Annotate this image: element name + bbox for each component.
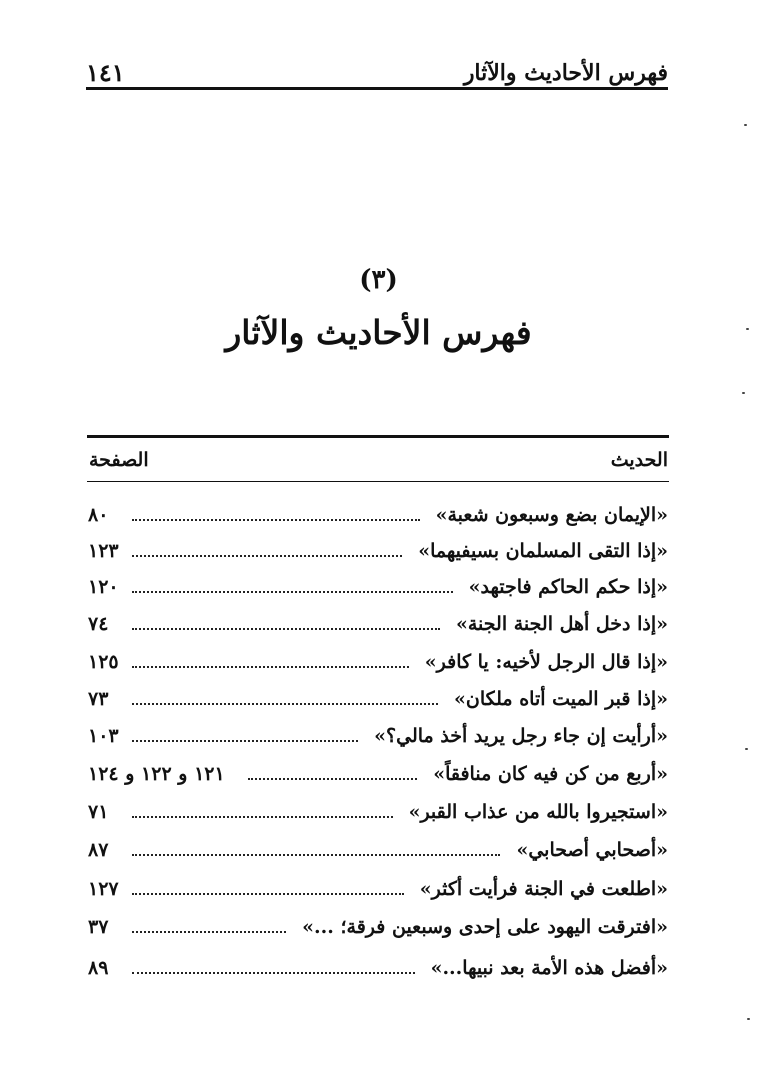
scan-speck (742, 392, 745, 394)
dot-leader (132, 628, 440, 630)
entry-page: ٧١ (88, 801, 109, 823)
scan-speck (746, 328, 749, 330)
entry-page: ١٢٥ (88, 651, 119, 673)
dot-leader (132, 931, 286, 933)
entry-text: «إذا قال الرجل لأخيه: يا كافر» (424, 651, 668, 673)
column-header-page: الصفحة (89, 449, 149, 471)
dot-leader (132, 555, 402, 557)
dot-leader (132, 519, 420, 521)
entry-page: ١٢٠ (88, 576, 119, 598)
entry-page: ١٢١ و ١٢٢ و ١٢٤ (88, 763, 225, 785)
index-entry (88, 572, 668, 602)
entry-text: «الإيمان بضع وسبعون شعبة» (435, 504, 668, 526)
index-entry (88, 609, 668, 639)
entry-page: ٧٣ (88, 688, 109, 710)
scan-speck (744, 124, 747, 126)
dot-leader (132, 666, 409, 668)
entry-text: «أصحابي أصحابي» (516, 839, 668, 861)
entry-text: «إذا التقى المسلمان بسيفيهما» (418, 540, 668, 562)
entry-page: ١٢٣ (88, 540, 119, 562)
scan-speck (747, 1018, 750, 1020)
entry-text: «استجيروا بالله من عذاب القبر» (408, 801, 668, 823)
index-entry (88, 500, 668, 530)
entry-page: ٨٩ (88, 957, 109, 979)
table-top-rule (87, 435, 669, 438)
entry-page: ٨٧ (88, 839, 109, 861)
index-entry (88, 835, 668, 865)
entry-text: «إذا قبر الميت أتاه ملكان» (454, 688, 668, 710)
index-entry (88, 953, 668, 983)
index-entry (88, 721, 668, 751)
index-entry (88, 536, 668, 566)
column-header-hadith: الحديث (610, 449, 668, 471)
entry-text: «أرأيت إن جاء رجل يريد أخذ مالي؟» (374, 725, 668, 747)
dot-leader (132, 816, 393, 818)
index-entry (88, 874, 668, 904)
table-header-rule (87, 481, 669, 482)
running-header-title: فهرس الأحاديث والآثار (463, 60, 668, 86)
index-entry (88, 912, 668, 942)
index-entry (88, 797, 668, 827)
chapter-title: فهرس الأحاديث والآثار (225, 313, 532, 352)
entry-text: «افترقت اليهود على إحدى وسبعين فرقة؛ ...» (302, 916, 668, 938)
index-entry (88, 647, 668, 677)
scan-speck (745, 748, 748, 750)
dot-leader (132, 972, 415, 974)
running-header (86, 56, 668, 90)
entry-page: ٣٧ (88, 916, 109, 938)
page-number: ١٤١ (86, 58, 125, 87)
dot-leader (132, 854, 500, 856)
dot-leader (132, 740, 358, 742)
entry-page: ١٢٧ (88, 878, 119, 900)
chapter-number: (٣) (359, 265, 398, 295)
entry-text: «أفضل هذه الأمة بعد نبيها...» (430, 957, 668, 979)
entry-page: ٨٠ (88, 504, 109, 526)
dot-leader (132, 893, 404, 895)
index-entry (88, 759, 668, 789)
entry-text: «إذا حكم الحاكم فاجتهد» (468, 576, 668, 598)
entry-page: ١٠٣ (88, 725, 119, 747)
entry-text: «اطلعت في الجنة فرأيت أكثر» (419, 878, 668, 900)
dot-leader (132, 591, 453, 593)
dot-leader (132, 703, 438, 705)
entry-page: ٧٤ (88, 613, 109, 635)
dot-leader (248, 778, 417, 780)
index-entry (88, 684, 668, 714)
entry-text: «إذا دخل أهل الجنة الجنة» (455, 613, 668, 635)
entry-text: «أربع من كن فيه كان منافقاً» (433, 763, 668, 785)
